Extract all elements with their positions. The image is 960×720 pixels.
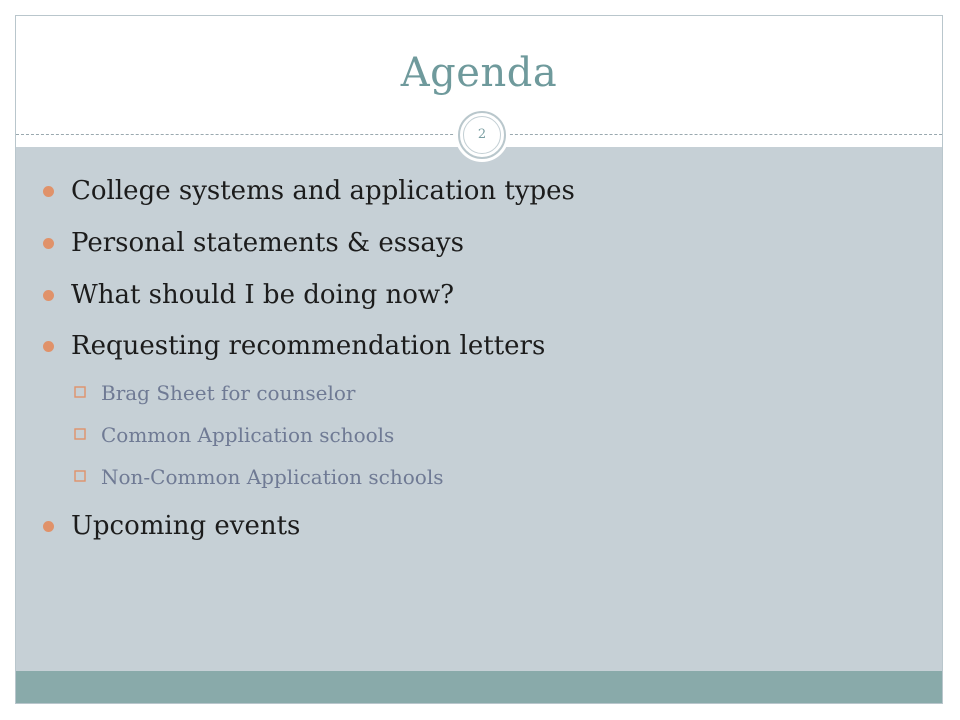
hollow-square-bullet-icon <box>74 428 86 440</box>
bullet-icon <box>43 238 54 249</box>
hollow-square-bullet-icon <box>74 386 86 398</box>
content-area <box>16 147 942 671</box>
bullet-icon <box>43 290 54 301</box>
bullet-text: College systems and application types <box>71 176 575 206</box>
agenda-list <box>16 147 942 671</box>
slide <box>15 15 943 704</box>
bullet-icon <box>43 186 54 197</box>
slide-title: Agenda <box>400 50 558 96</box>
slide-number-badge <box>458 111 506 159</box>
hollow-square-bullet-icon <box>74 470 86 482</box>
sub-bullet-text: Brag Sheet for counselor <box>101 381 356 405</box>
sub-bullet-text: Non-Common Application schools <box>101 465 444 489</box>
bullet-text: Upcoming events <box>71 511 301 541</box>
bullet-text: What should I be doing now? <box>71 280 455 310</box>
bullet-text: Requesting recommendation letters <box>71 331 546 361</box>
slide-number: 2 <box>463 116 501 154</box>
footer-bar <box>16 671 942 703</box>
bullet-icon <box>43 341 54 352</box>
sub-bullet-text: Common Application schools <box>101 423 395 447</box>
bullet-text: Personal statements & essays <box>71 228 464 258</box>
bullet-icon <box>43 521 54 532</box>
